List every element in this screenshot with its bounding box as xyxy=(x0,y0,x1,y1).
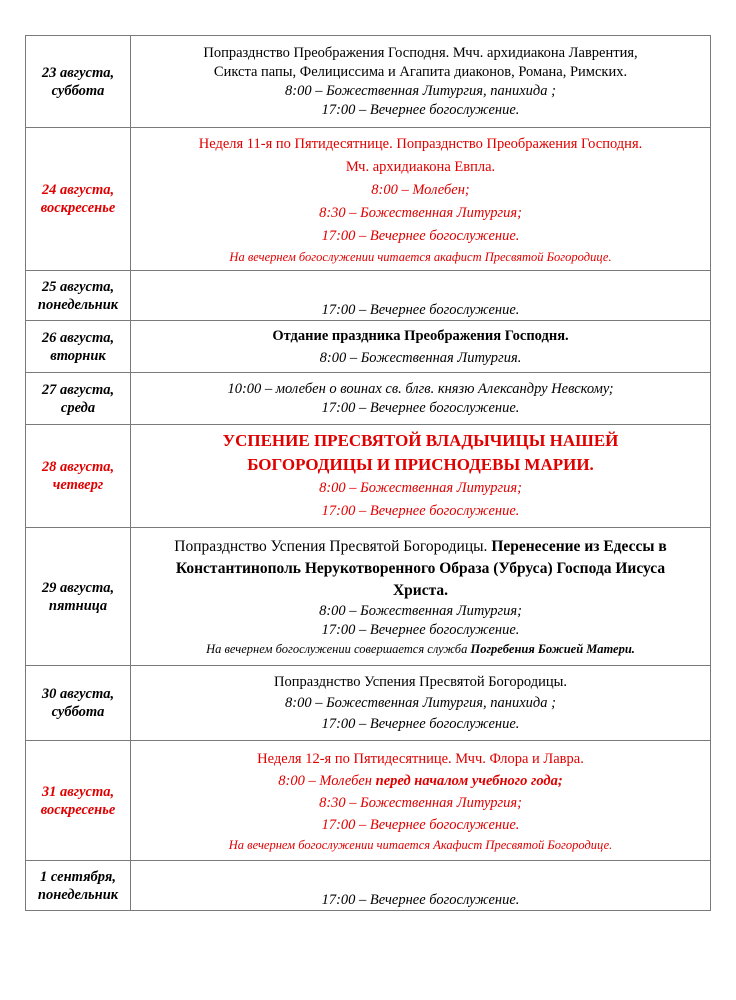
service-cell xyxy=(131,128,711,271)
table-row xyxy=(26,373,711,425)
feast-text: Неделя 12-я по Пятидесятнице. Мчч. Флора и Лавра. xyxy=(257,750,584,767)
service-time: 17:00 – Вечернее богослужение. xyxy=(321,715,520,732)
feast-text: Попразднство Преображения Господня. Мчч. архидиакона Лаврентия, xyxy=(203,44,638,61)
date-label: 25 августа, xyxy=(41,278,115,295)
date-cell xyxy=(26,425,131,528)
table-row xyxy=(26,271,711,321)
service-time: 8:30 – Божественная Литургия; xyxy=(319,204,522,221)
date-cell xyxy=(26,666,131,741)
feast-text xyxy=(131,536,710,558)
date-cell xyxy=(26,271,131,321)
service-cell xyxy=(131,528,711,666)
date-label: 29 августа, xyxy=(41,579,115,596)
service-time-plain: 8:00 – Молебен xyxy=(278,772,372,789)
service-cell xyxy=(131,861,711,911)
service-time: 17:00 – Вечернее богослужение. xyxy=(321,816,520,833)
service-time: 8:00 – Божественная Литургия, панихида ; xyxy=(285,82,556,99)
feast-text: Сикста папы, Фелициссима и Агапита диаконов, Романа, Римских. xyxy=(213,63,628,80)
feast-title: БОГОРОДИЦЫ И ПРИСНОДЕВЫ МАРИИ. xyxy=(247,455,594,474)
feast-text: Христа. xyxy=(392,581,449,599)
service-time: 8:30 – Божественная Литургия; xyxy=(319,794,522,811)
service-time: 8:00 – Молебен; xyxy=(371,181,470,198)
service-cell xyxy=(131,666,711,741)
service-time: 8:00 – Божественная Литургия; xyxy=(319,602,522,619)
weekday-label: понедельник xyxy=(37,296,119,313)
date-label: 30 августа, xyxy=(41,686,115,702)
service-note xyxy=(131,640,710,658)
service-time: 8:00 – Божественная Литургия, панихида ; xyxy=(285,694,556,711)
weekday-label: пятница xyxy=(48,597,108,614)
date-cell xyxy=(26,861,131,911)
service-time: 17:00 – Вечернее богослужение. xyxy=(321,399,520,416)
table-row xyxy=(26,36,711,128)
service-time: 17:00 – Вечернее богослужение. xyxy=(321,892,520,908)
service-time: 8:00 – Божественная Литургия. xyxy=(319,349,522,366)
weekday-label: понедельник xyxy=(37,886,119,903)
feast-text: Неделя 11-я по Пятидесятнице. Попразднство Преображения Господня. xyxy=(198,135,643,152)
weekday-label: воскресенье xyxy=(40,200,116,216)
service-note: На вечернем богослужении читается акафист Пресвятой Богородице. xyxy=(229,249,612,264)
service-note: На вечернем богослужении читается Акафист Пресвятой Богородице. xyxy=(228,837,613,852)
table-row xyxy=(26,128,711,271)
service-cell xyxy=(131,36,711,128)
date-label: 1 сентября, xyxy=(40,868,116,885)
service-time: 17:00 – Вечернее богослужение. xyxy=(321,227,520,244)
service-cell xyxy=(131,741,711,861)
service-cell xyxy=(131,321,711,373)
service-time: 17:00 – Вечернее богослужение. xyxy=(321,621,520,638)
weekday-label: суббота xyxy=(51,704,105,720)
weekday-label: среда xyxy=(60,399,96,416)
date-cell xyxy=(26,321,131,373)
feast-title: УСПЕНИЕ ПРЕСВЯТОЙ ВЛАДЫЧИЦЫ НАШЕЙ xyxy=(222,431,619,450)
weekday-label: суббота xyxy=(51,82,105,99)
date-label: 23 августа, xyxy=(41,64,115,81)
feast-text: Мч. архидиакона Евпла. xyxy=(345,158,496,175)
service-time: 17:00 – Вечернее богослужение. xyxy=(321,101,520,118)
feast-text: Попразднство Успения Пресвятой Богородицы. xyxy=(274,673,567,690)
table-row xyxy=(26,528,711,666)
date-cell xyxy=(26,36,131,128)
feast-text-plain: Попразднство Успения Пресвятой Богородицы. xyxy=(174,537,488,555)
weekday-label: вторник xyxy=(50,347,106,364)
date-cell xyxy=(26,128,131,271)
table-row xyxy=(26,321,711,373)
date-label: 26 августа, xyxy=(41,329,115,346)
table-row xyxy=(26,861,711,911)
service-time: 8:00 – Божественная Литургия; xyxy=(319,480,522,496)
schedule-table xyxy=(25,35,711,911)
feast-text: Отдание праздника Преображения Господня. xyxy=(272,327,569,344)
service-cell xyxy=(131,271,711,321)
table-row xyxy=(26,666,711,741)
table-row xyxy=(26,741,711,861)
service-time: 17:00 – Вечернее богослужение. xyxy=(321,302,520,318)
service-time: 10:00 – молебен о воинах св. блгв. князю Александру Невскому; xyxy=(227,380,614,397)
table-row xyxy=(26,425,711,528)
feast-text: Константинополь Нерукотворенного Образа (Убруса) Господа Иисуса xyxy=(175,559,666,577)
service-time-bold: перед началом учебного года; xyxy=(375,772,563,789)
date-cell xyxy=(26,373,131,425)
note-bold: Погребения Божией Матери. xyxy=(470,641,635,656)
date-label: 24 августа, xyxy=(41,182,115,198)
date-cell xyxy=(26,528,131,666)
service-cell xyxy=(131,425,711,528)
date-label: 27 августа, xyxy=(41,381,115,398)
date-label: 28 августа, xyxy=(41,459,115,475)
date-label: 31 августа, xyxy=(41,783,115,800)
service-time xyxy=(131,770,710,792)
weekday-label: воскресенье xyxy=(40,801,116,818)
date-cell xyxy=(26,741,131,861)
service-cell xyxy=(131,373,711,425)
feast-text-bold: Перенесение из Едессы в xyxy=(491,537,667,555)
service-time: 17:00 – Вечернее богослужение. xyxy=(321,503,520,519)
weekday-label: четверг xyxy=(52,477,104,493)
note-plain: На вечернем богослужении совершается служба xyxy=(206,641,468,656)
